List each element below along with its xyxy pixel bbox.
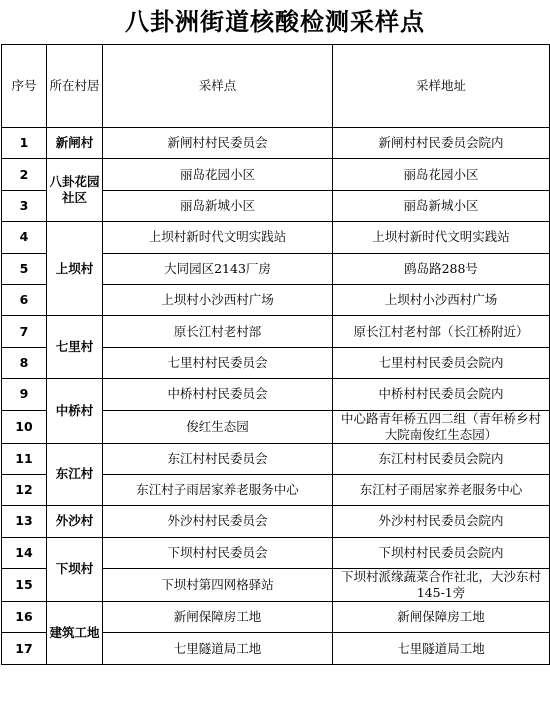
row-site: 七里隧道局工地: [103, 633, 333, 664]
row-site: 外沙村村民委员会: [103, 506, 333, 537]
row-village: 新闸村: [47, 128, 103, 159]
row-site: 下坝村第四网格驿站: [103, 569, 333, 602]
row-site: 东江村子雨居家养老服务中心: [103, 474, 333, 505]
row-address: 上坝村小沙西村广场: [333, 284, 550, 315]
header-row: [2, 45, 550, 128]
row-site: 七里村村民委员会: [103, 347, 333, 378]
row-address: 新闸保障房工地: [333, 602, 550, 633]
header-address: 采样地址: [333, 45, 550, 128]
row-no: 14: [2, 537, 47, 568]
row-no: 4: [2, 222, 47, 253]
row-site: 新闸保障房工地: [103, 602, 333, 633]
header-site: 采样点: [103, 45, 333, 128]
row-site: 大同园区2143厂房: [103, 253, 333, 284]
row-no: 13: [2, 506, 47, 537]
table-row: [2, 316, 550, 347]
row-address: 中心路青年桥五四二组（青年桥乡村大院南俊红生态园）: [333, 410, 550, 443]
row-no: 3: [2, 190, 47, 221]
page-title: 八卦洲街道核酸检测采样点: [125, 8, 425, 36]
row-site: 丽岛花园小区: [103, 159, 333, 190]
row-site: 东江村村民委员会: [103, 443, 333, 474]
row-village: 中桥村: [47, 379, 103, 443]
row-address: 东江村子雨居家养老服务中心: [333, 474, 550, 505]
row-site: 新闸村村民委员会: [103, 128, 333, 159]
row-address: 中桥村村民委员会院内: [333, 379, 550, 410]
row-no: 7: [2, 316, 47, 347]
row-site: 中桥村村民委员会: [103, 379, 333, 410]
row-site: 下坝村村民委员会: [103, 537, 333, 568]
row-no: 6: [2, 284, 47, 315]
row-address: 七里隧道局工地: [333, 633, 550, 664]
table-row: [2, 379, 550, 410]
row-no: 2: [2, 159, 47, 190]
row-village: 七里村: [47, 316, 103, 379]
row-no: 8: [2, 347, 47, 378]
row-address: 上坝村新时代文明实践站: [333, 222, 550, 253]
row-village: 上坝村: [47, 222, 103, 316]
table-row: [2, 537, 550, 568]
row-address: 东江村村民委员会院内: [333, 443, 550, 474]
table-row: [2, 222, 550, 253]
row-address: 鸥岛路288号: [333, 253, 550, 284]
header-no: 序号: [2, 45, 47, 128]
table-row: [2, 128, 550, 159]
row-village: 下坝村: [47, 537, 103, 601]
table-row: [2, 443, 550, 474]
row-no: 11: [2, 443, 47, 474]
row-no: 16: [2, 602, 47, 633]
row-village: 外沙村: [47, 506, 103, 537]
table-row: [2, 602, 550, 633]
row-address: 外沙村村民委员会院内: [333, 506, 550, 537]
row-address: 下坝村派缘蔬菜合作社北，大沙东村145-1旁: [333, 569, 550, 602]
row-no: 10: [2, 410, 47, 443]
row-address: 新闸村村民委员会院内: [333, 128, 550, 159]
row-site: 上坝村小沙西村广场: [103, 284, 333, 315]
sampling-sites-table: [1, 44, 550, 665]
row-site: 原长江村老村部: [103, 316, 333, 347]
row-no: 9: [2, 379, 47, 410]
row-address: 下坝村村民委员会院内: [333, 537, 550, 568]
row-site: 上坝村新时代文明实践站: [103, 222, 333, 253]
header-village: 所在村居: [47, 45, 103, 128]
row-village: 八卦花园社区: [47, 159, 103, 222]
row-address: 丽岛花园小区: [333, 159, 550, 190]
row-no: 15: [2, 569, 47, 602]
row-address: 原长江村老村部（长江桥附近）: [333, 316, 550, 347]
row-no: 12: [2, 474, 47, 505]
row-address: 七里村村民委员会院内: [333, 347, 550, 378]
row-village: 建筑工地: [47, 602, 103, 665]
row-no: 17: [2, 633, 47, 664]
table-row: [2, 159, 550, 190]
table-row: [2, 506, 550, 537]
row-site: 俊红生态园: [103, 410, 333, 443]
row-village: 东江村: [47, 443, 103, 506]
row-no: 1: [2, 128, 47, 159]
row-no: 5: [2, 253, 47, 284]
row-address: 丽岛新城小区: [333, 190, 550, 221]
row-site: 丽岛新城小区: [103, 190, 333, 221]
